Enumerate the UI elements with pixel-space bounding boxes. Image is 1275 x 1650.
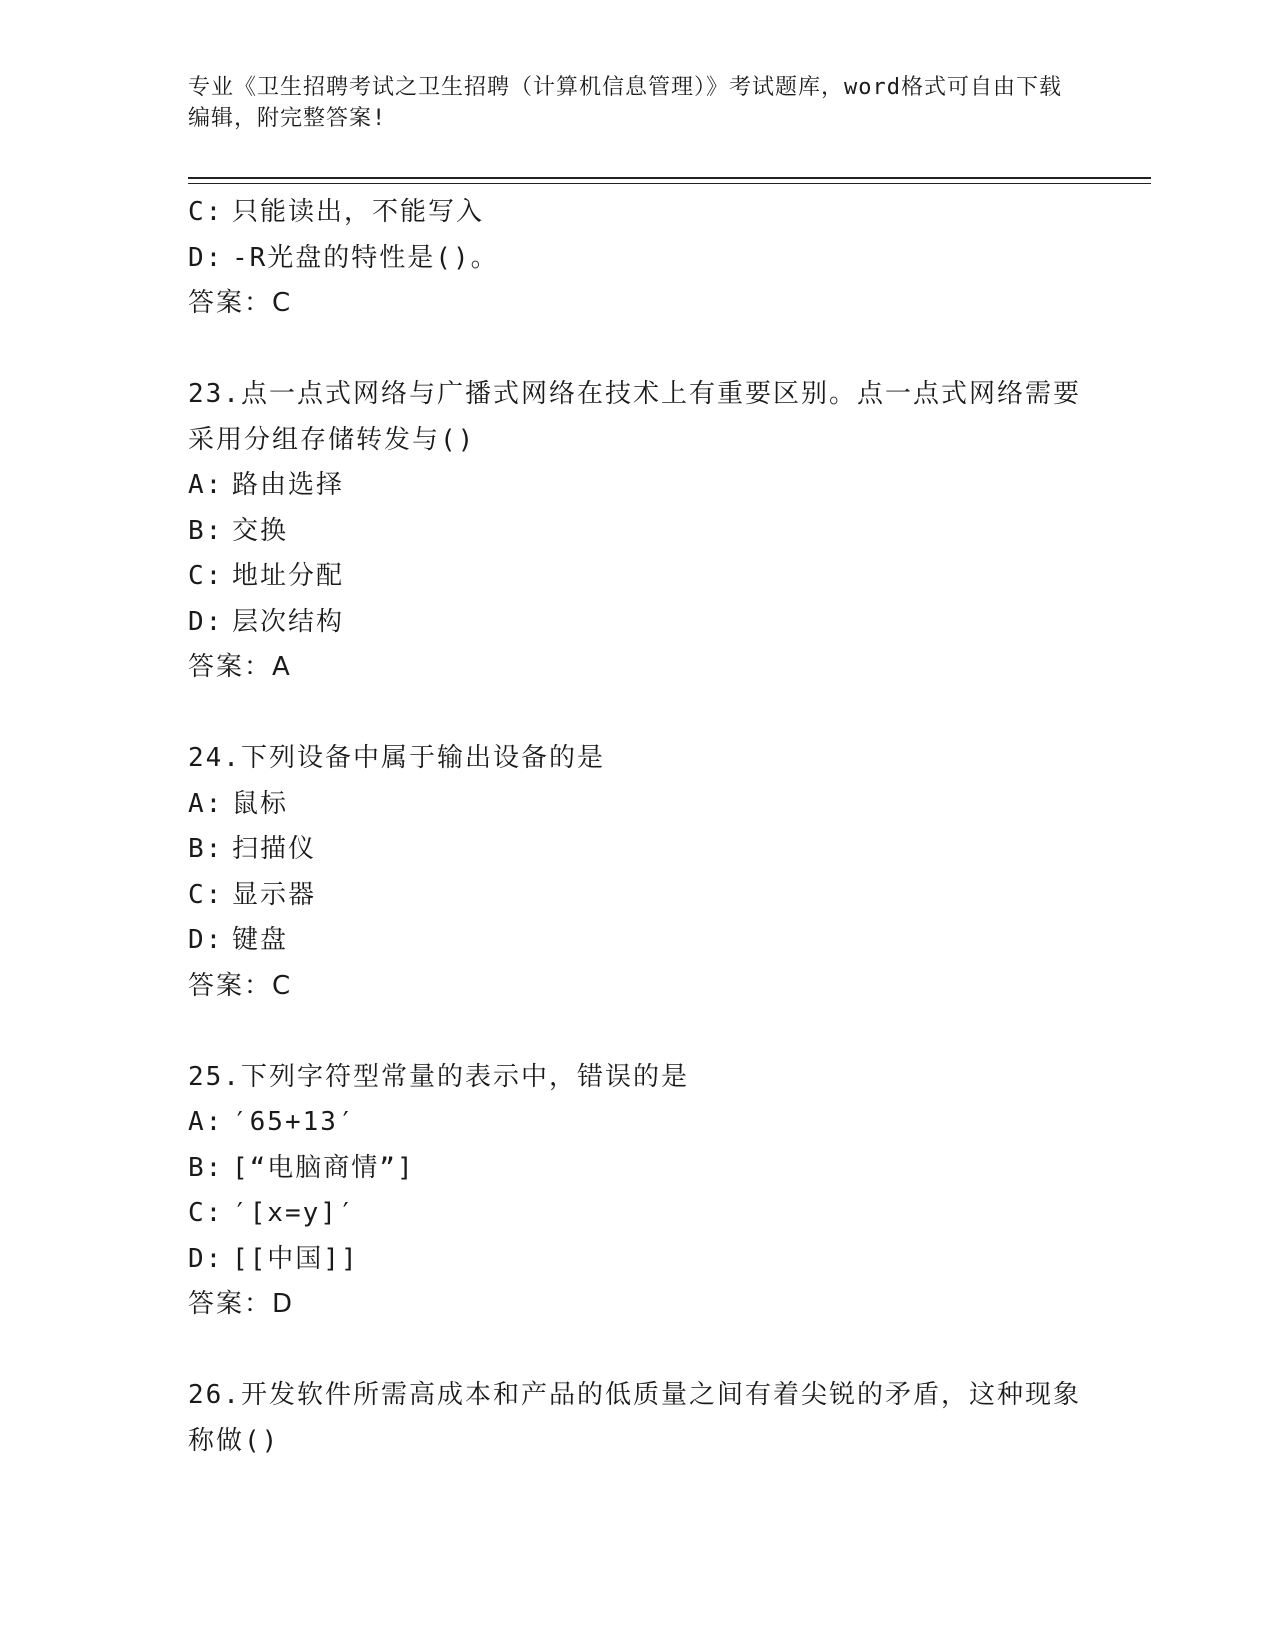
option-key: D: [188,1243,224,1274]
option-key: C: [188,197,224,227]
option-key: D: [188,925,224,955]
option-key: B: [188,834,224,864]
question-stem: 24.下列设备中属于输出设备的是 [188,743,605,773]
option-key: B: [188,515,224,546]
option-text: ′65+13′ [232,1107,356,1137]
option-text: 路由选择 [232,470,345,500]
option-c [188,873,1088,919]
option-key: C: [188,1198,224,1228]
answer-line: 答案：A [188,652,292,682]
question-25 [188,1055,1088,1328]
option-text: -R光盘的特性是()。 [232,242,499,273]
option-key: D: [188,242,224,273]
option-text: 交换 [232,515,289,546]
question-stem: 26.开发软件所需高成本和产品的低质量之间有着尖锐的矛盾，这种现象称做() [188,1380,1081,1456]
option-text: 扫描仪 [232,834,317,864]
option-key: C: [188,561,224,591]
answer-line: 答案：C [188,288,293,318]
option-a [188,463,1088,509]
option-text: [“电脑商情”] [232,1152,415,1183]
option-a [188,782,1088,828]
option-key: A: [188,470,224,500]
option-key: D: [188,606,224,637]
header-divider-thin [188,183,1151,184]
option-b [188,509,1088,555]
option-text: 层次结构 [232,606,345,637]
question-24 [188,736,1088,1009]
option-key: A: [188,788,224,819]
spacer [188,691,1088,737]
option-c [188,190,1088,236]
option-d [188,1237,1088,1283]
option-text: 只能读出，不能写入 [232,197,485,227]
spacer [188,1328,1088,1374]
option-d [188,600,1088,646]
option-text: 显示器 [232,879,317,910]
spacer [188,1009,1088,1055]
answer-line: 答案：C [188,970,293,1001]
question-fragment [188,190,1088,327]
option-b [188,827,1088,873]
option-c [188,1191,1088,1237]
option-d [188,918,1088,964]
option-a [188,1100,1088,1146]
question-26 [188,1373,1088,1464]
option-text: 鼠标 [232,788,289,819]
option-text: ′[x=y]′ [232,1198,356,1228]
spacer [188,327,1088,373]
question-list [188,190,1088,1464]
option-text: 地址分配 [232,561,345,591]
question-stem: 25.下列字符型常量的表示中，错误的是 [188,1061,689,1092]
option-b [188,1146,1088,1192]
option-text: 键盘 [232,925,289,955]
header-divider [188,177,1151,179]
document-header: 专业《卫生招聘考试之卫生招聘（计算机信息管理）》考试题库，word格式可自由下载编辑，附完整答案! [188,75,1062,131]
question-23 [188,372,1088,691]
answer-line: 答案：D [188,1289,295,1319]
option-key: A: [188,1107,224,1137]
option-key: B: [188,1152,224,1183]
option-d [188,236,1088,282]
option-c [188,554,1088,600]
question-stem: 23.点一点式网络与广播式网络在技术上有重要区别。点一点式网络需要采用分组存储转发与() [188,379,1081,455]
option-text: [[中国]] [232,1243,359,1274]
option-key: C: [188,879,224,910]
